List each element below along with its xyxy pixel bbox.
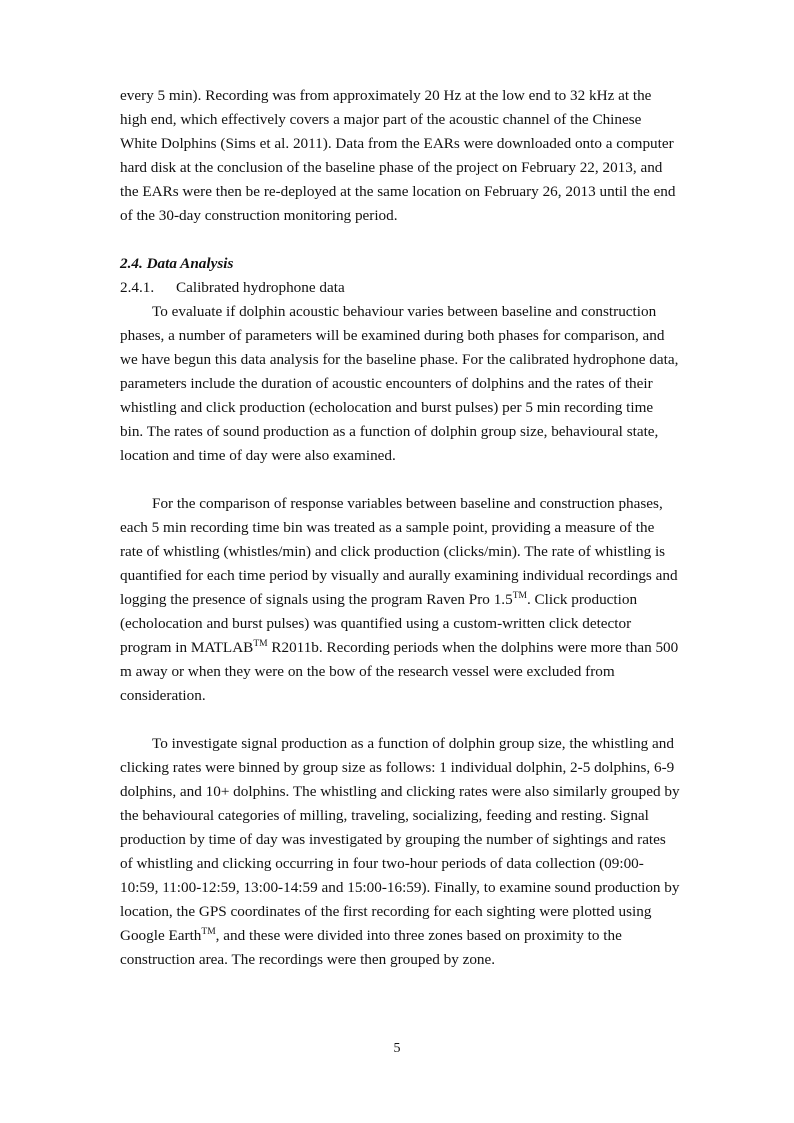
comparison-text-3: R2011b. Recording periods when the dolphins were more than 500 m away or when they were on the bow of the research vessel were excluded from consideration. [120,639,679,704]
trademark-superscript: TM [201,927,216,937]
trademark-superscript: TM [512,591,527,601]
intro-paragraph: every 5 min). Recording was from approximately 20 Hz at the low end to 32 kHz at the high end, which effectively covers a major part of the acoustic channel of the Chinese White Dolphins (Sims et al. 2011). Data from the EARs were downloaded onto a computer hard disk at the conclusion of the baseline phase of the project on February 22, 2013, and the EARs were then be re-deployed at the same location on February 26, 2013 until the end of the 30-day construction monitoring period. [120,87,676,224]
document-page [120,84,680,972]
group-size-text-2: , and these were divided into three zones based on proximity to the construction area. The recordings were then grouped by zone. [120,927,622,968]
subsection-number: 2.4.1. [120,279,155,296]
calibrated-paragraph: To evaluate if dolphin acoustic behaviour varies between baseline and construction phases, a number of parameters will be examined during both phases for comparison, and we have begun this data analysis for the baseline phase. For the calibrated hydrophone data, parameters include the duration of acoustic encounters of dolphins and the rates of their whistling and click production (echolocation and burst pulses) per 5 min recording time bin. The rates of sound production as a function of dolphin group size, behavioural state, location and time of day were also examined. [120,303,679,464]
comparison-text-1: For the comparison of response variables between baseline and construction phases, each 5 min recording time bin was treated as a sample point, providing a measure of the rate of whistling (whistles/min) and click production (clicks/min). The rate of whistling is quantified for each time period by visually and aurally examining individual recordings and logging the presence of signals using the program Raven Pro 1.5 [120,495,678,608]
group-size-paragraph [120,732,680,972]
comparison-text-2: . Click production (echolocation and burst pulses) was quantified using a custom-written click detector program in MATLAB [120,591,638,656]
paragraph-gap [120,228,680,252]
page-number: 5 [393,1041,401,1056]
comparison-paragraph [120,492,680,708]
subsection-title: Calibrated hydrophone data [176,279,345,296]
trademark-superscript: TM [253,639,268,649]
subsection-heading [120,276,680,300]
section-heading: 2.4. Data Analysis [120,255,234,272]
paragraph-gap [120,468,680,492]
group-size-text-1: To investigate signal production as a function of dolphin group size, the whistling and clicking rates were binned by group size as follows: 1 individual dolphin, 2-5 dolphins, 6-9 dolphins, and 10+ dolphins. The whistling and clicking rates were also similarly grouped by the behavioural categories of milling, traveling, socializing, feeding and resting. Signal production by time of day was investigated by grouping the number of sightings and rates of whistling and clicking occurring in four two-hour periods of data collection (09:00-10:59, 11:00-12:59, 13:00-14:59 and 15:00-16:59). Finally, to examine sound production by location, the GPS coordinates of the first recording for each sighting were plotted using Google Earth [120,735,680,944]
paragraph-gap [120,708,680,732]
